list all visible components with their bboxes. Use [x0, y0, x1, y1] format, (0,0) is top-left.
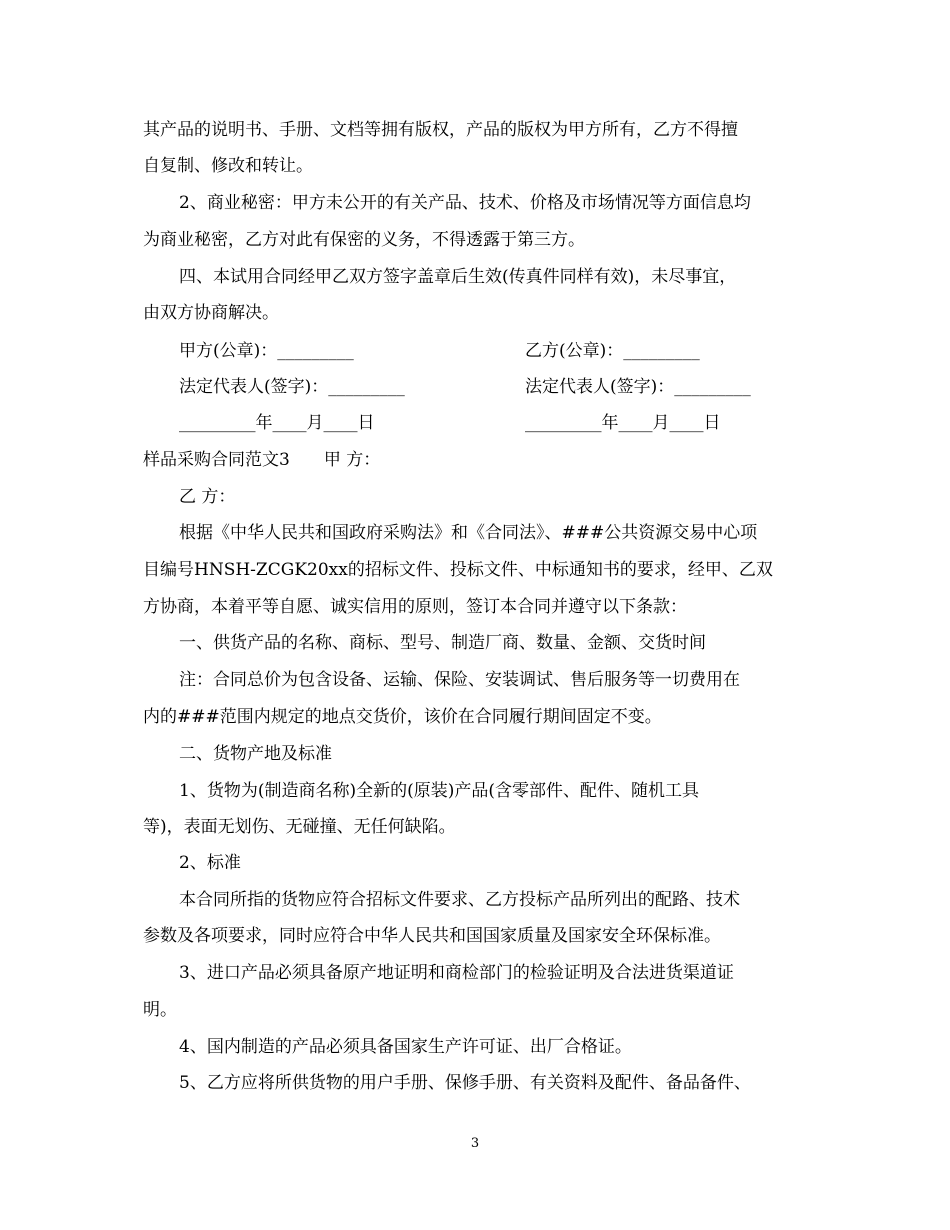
party-a-date: _________年____月____日: [179, 413, 375, 433]
party-b-date: _________年____月____日: [525, 413, 721, 433]
paragraph-line: 目编号HNSH-ZCGK20xx的招标文件、投标文件、中标通知书的要求，经甲、乙双: [143, 560, 773, 580]
paragraph-line: 明。: [143, 1000, 177, 1020]
paragraph-line: 为商业秘密，乙方对此有保密的义务，不得透露于第三方。: [143, 230, 585, 250]
party-a-representative: 法定代表人(签字)：_________: [179, 377, 405, 397]
sample3-heading: 样品采购合同范文3 甲 方：: [143, 450, 381, 470]
paragraph-line: 本合同所指的货物应符合招标文件要求、乙方投标产品所列出的配路、技术: [179, 890, 740, 910]
section-heading: 一、供货产品的名称、商标、型号、制造厂商、数量、金额、交货时间: [179, 633, 706, 653]
paragraph-line: 3、进口产品必须具备原产地证明和商检部门的检验证明及合法进货渠道证: [179, 963, 734, 983]
paragraph-line: 内的###范围内规定的地点交货价，该价在合同履行期间固定不变。: [143, 707, 662, 727]
paragraph-line: 方协商，本着平等自愿、诚实信用的原则，签订本合同并遵守以下条款：: [143, 597, 687, 617]
paragraph-line: 参数及各项要求，同时应符合中华人民共和国国家质量及国家安全环保标准。: [143, 926, 721, 946]
clause-title: 2、标准: [179, 853, 241, 873]
paragraph-line: 5、乙方应将所供货物的用户手册、保修手册、有关资料及配件、备品备件、: [179, 1073, 751, 1093]
section-heading: 二、货物产地及标准: [179, 744, 332, 764]
paragraph-line: 其产品的说明书、手册、文档等拥有版权，产品的版权为甲方所有，乙方不得擅: [143, 120, 738, 140]
page-number: 3: [470, 1136, 480, 1151]
paragraph-line: 由双方协商解决。: [143, 303, 279, 323]
paragraph-line: 根据《中华人民共和国政府采购法》和《合同法》、###公共资源交易中心项: [179, 523, 758, 543]
paragraph-line: 注：合同总价为包含设备、运输、保险、安装调试、售后服务等一切费用在: [179, 670, 740, 690]
party-b-label: 乙 方：: [179, 487, 236, 507]
paragraph-line: 4、国内制造的产品必须具备国家生产许可证、出厂合格证。: [179, 1037, 632, 1057]
paragraph-line: 自复制、修改和转让。: [143, 156, 313, 176]
party-b-seal: 乙方(公章)：_________: [525, 341, 700, 361]
paragraph-line: 2、商业秘密：甲方未公开的有关产品、技术、价格及市场情况等方面信息均: [179, 193, 751, 213]
paragraph-line: 1、货物为(制造商名称)全新的(原装)产品(含零部件、配件、随机工具: [179, 781, 699, 801]
paragraph-line: 等)，表面无划伤、无碰撞、无任何缺陷。: [143, 817, 456, 837]
paragraph-line: 四、本试用合同经甲乙双方签字盖章后生效(传真件同样有效)，未尽事宜，: [179, 267, 737, 287]
party-b-representative: 法定代表人(签字)：_________: [525, 377, 751, 397]
party-a-seal: 甲方(公章)：_________: [179, 341, 354, 361]
